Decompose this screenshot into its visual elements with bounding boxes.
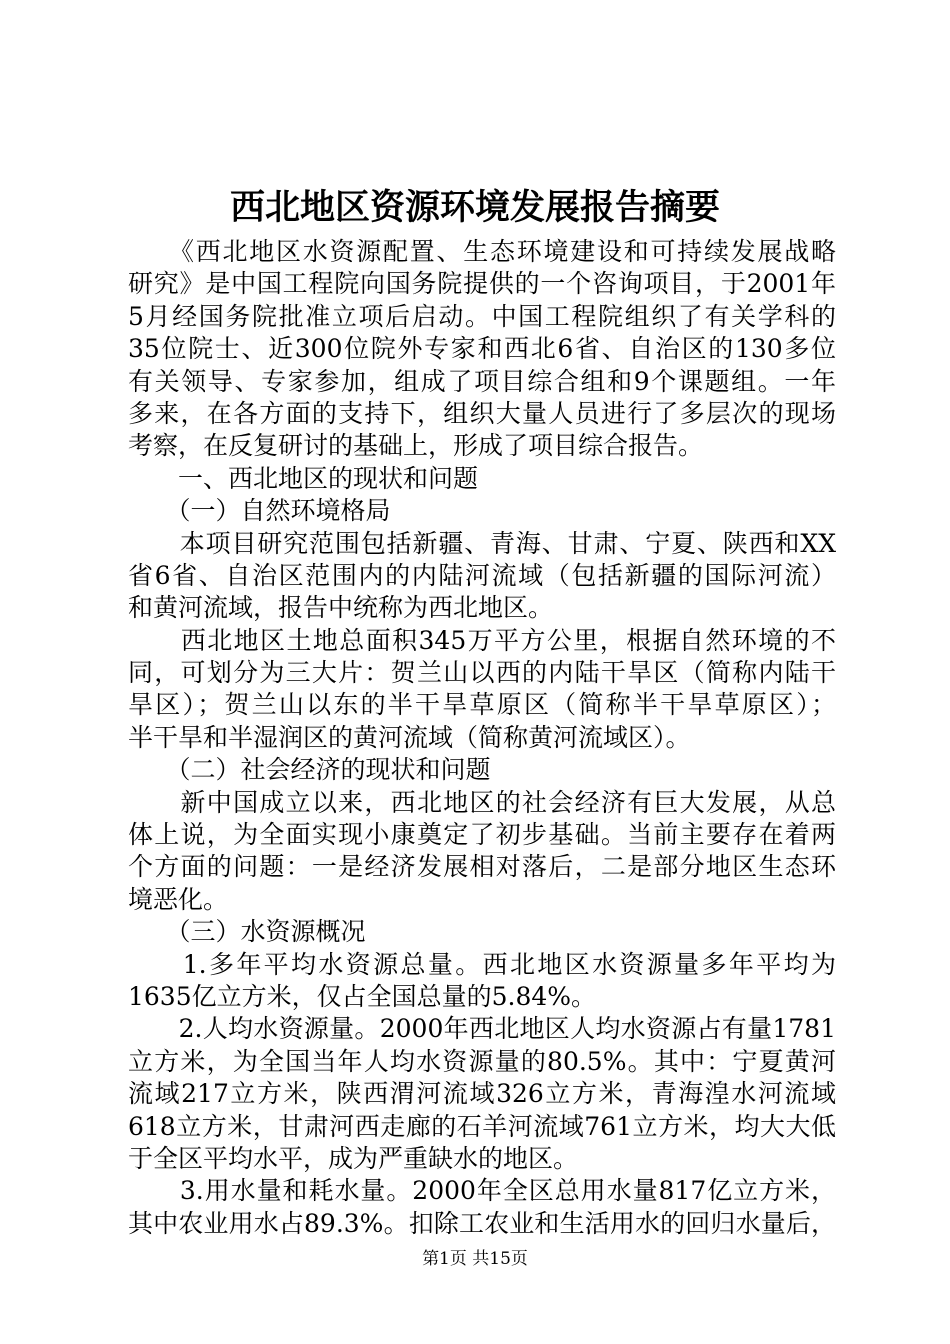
text-line: 半干旱和半湿润区的黄河流域（简称黄河流域区）。 — [128, 722, 691, 752]
text-line: 旱区）；贺兰山以东的半干旱草原区（简称半干旱草原区）； — [128, 690, 836, 720]
text-line: 新中国成立以来，西北地区的社会经济有巨大发展，从总 — [128, 787, 836, 817]
document-title: 西北地区资源环境发展报告摘要 — [229, 187, 720, 228]
text-line: 流域217立方米，陕西渭河流域326立方米，青海湟水河流域 — [128, 1079, 836, 1109]
text-line: （一）自然环境格局 — [128, 496, 391, 526]
text-line: 其中农业用水占89.3%。扣除工农业和生活用水的回归水量后， — [128, 1208, 836, 1238]
text-line: 1635亿立方米，仅占全国总量的5.84%。 — [128, 981, 597, 1011]
text-line: 《西北地区水资源配置、生态环境建设和可持续发展战略 — [128, 237, 836, 266]
text-line: 于全区平均水平，成为严重缺水的地区。 — [128, 1143, 579, 1173]
text-line: 西北地区土地总面积345万平方公里，根据自然环境的不 — [128, 625, 836, 655]
text-line: （三）水资源概况 — [128, 917, 366, 947]
text-line: 立方米，为全国当年人均水资源量的80.5%。其中：宁夏黄河 — [128, 1046, 836, 1076]
text-line: 1.多年平均水资源总量。西北地区水资源量多年平均为 — [128, 949, 836, 979]
text-line: 研究》是中国工程院向国务院提供的一个咨询项目，于2001年 — [128, 269, 836, 299]
text-line: 体上说，为全面实现小康奠定了初步基础。当前主要存在着两 — [128, 820, 836, 850]
text-line: 个方面的问题：一是经济发展相对落后，二是部分地区生态环 — [128, 852, 836, 882]
text-line: 有关领导、专家参加，组成了项目综合组和9个课题组。一年 — [128, 366, 836, 396]
text-line: 5月经国务院批准立项后启动。中国工程院组织了有关学科的 — [128, 301, 836, 331]
text-line: 多来，在各方面的支持下，组织大量人员进行了多层次的现场 — [128, 398, 836, 428]
text-line: 618立方米，甘肃河西走廊的石羊河流域761立方米，均大大低 — [128, 1111, 836, 1141]
text-line: 一、西北地区的现状和问题 — [128, 463, 479, 493]
text-line: 省6省、自治区范围内的内陆河流域（包括新疆的国际河流） — [128, 560, 836, 590]
page-footer: 第1页 共15页 — [422, 1249, 528, 1269]
text-line: （二）社会经济的现状和问题 — [128, 755, 491, 785]
text-line: 和黄河流域，报告中统称为西北地区。 — [128, 593, 554, 623]
text-line: 境恶化。 — [128, 884, 229, 914]
text-line: 同，可划分为三大片：贺兰山以西的内陆干旱区（简称内陆干 — [128, 658, 836, 688]
text-line: 2.人均水资源量。2000年西北地区人均水资源占有量1781 — [128, 1014, 836, 1044]
document-body — [128, 236, 836, 1240]
text-line: 3.用水量和耗水量。2000年全区总用水量817亿立方米， — [128, 1176, 836, 1206]
text-line: 35位院士、近300位院外专家和西北6省、自治区的130多位 — [128, 334, 836, 364]
text-line: 本项目研究范围包括新疆、青海、甘肃、宁夏、陕西和XX — [128, 528, 836, 558]
text-line: 考察，在反复研讨的基础上，形成了项目综合报告。 — [128, 431, 704, 461]
